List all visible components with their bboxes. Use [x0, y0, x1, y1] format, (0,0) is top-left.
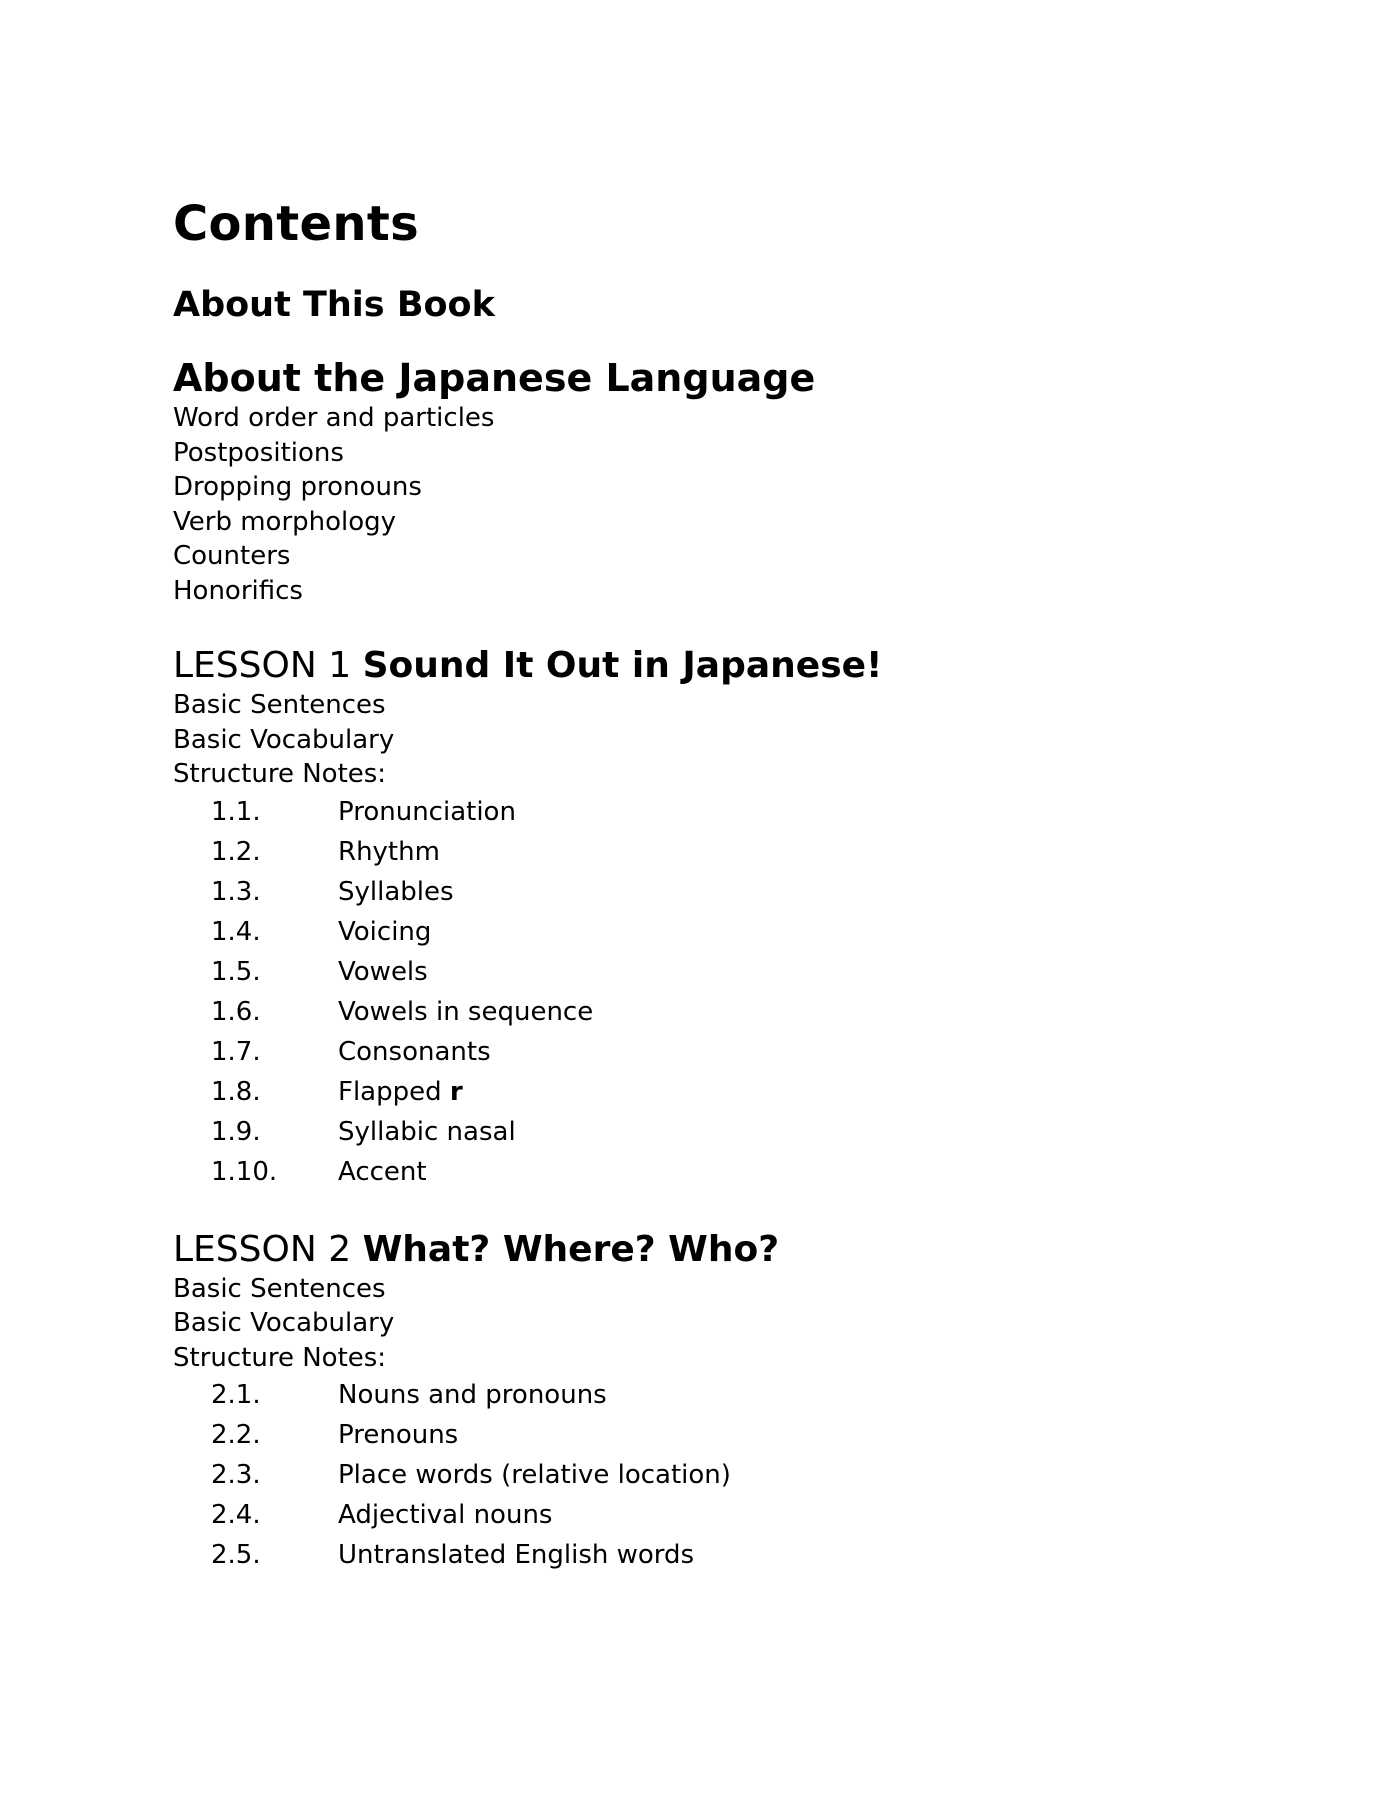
note-text: Adjectival nouns	[338, 1500, 553, 1531]
note-number: 1.3.	[211, 876, 261, 907]
about-language-heading: About the Japanese Language	[173, 355, 816, 400]
spacer	[173, 608, 1273, 644]
structure-note	[173, 792, 1273, 832]
structure-note	[173, 1112, 1273, 1152]
toc-entry: Basic Vocabulary	[173, 1308, 395, 1339]
toc-entry: Basic Sentences	[173, 690, 386, 721]
toc-entry: Postpositions	[173, 437, 344, 468]
lesson-1-heading	[173, 644, 1273, 688]
note-number: 1.9.	[211, 1116, 261, 1147]
note-number: 1.7.	[211, 1036, 261, 1067]
toc-entry: Word order and particles	[173, 403, 495, 434]
note-number: 1.4.	[211, 916, 261, 947]
structure-note	[173, 1032, 1273, 1072]
lesson-2-prefix: LESSON 2	[173, 1228, 352, 1270]
note-number: 2.4.	[211, 1500, 261, 1531]
note-number: 1.5.	[211, 956, 261, 987]
lesson-2-title: What? Where? Who?	[362, 1228, 780, 1270]
toc-entry: Basic Sentences	[173, 1273, 386, 1304]
lesson-1-notes	[173, 792, 1273, 1192]
structure-note	[173, 1072, 1273, 1112]
about-book-heading: About This Book	[173, 284, 495, 325]
note-number: 1.10.	[211, 1156, 278, 1187]
toc-entry: Verb morphology	[173, 506, 397, 537]
note-text: Accent	[338, 1156, 427, 1187]
note-text: Syllabic nasal	[338, 1116, 516, 1147]
spacer	[173, 326, 1273, 356]
note-text: Place words (relative location)	[338, 1460, 731, 1491]
lesson-1-title: Sound It Out in Japanese!	[362, 645, 883, 687]
structure-note	[173, 1455, 1273, 1495]
note-number: 2.5.	[211, 1540, 261, 1571]
structure-note	[173, 1535, 1273, 1575]
note-text-main: Flapped	[338, 1076, 442, 1107]
note-text: Untranslated English words	[338, 1540, 695, 1571]
toc-entry: Dropping pronouns	[173, 472, 422, 503]
toc-entry: Counters	[173, 541, 291, 572]
note-text: Consonants	[338, 1036, 491, 1067]
lesson-2-heading	[173, 1228, 1273, 1272]
structure-note	[173, 1415, 1273, 1455]
note-text: Rhythm	[338, 836, 440, 867]
note-number: 2.3.	[211, 1460, 261, 1491]
note-text	[338, 1072, 463, 1112]
contents-page	[173, 196, 1273, 1575]
note-text: Prenouns	[338, 1420, 459, 1451]
toc-entry: Structure Notes:	[173, 1342, 387, 1373]
structure-note	[173, 872, 1273, 912]
note-text: Nouns and pronouns	[338, 1380, 607, 1411]
toc-entry: Structure Notes:	[173, 759, 387, 790]
note-text-bold: r	[449, 1076, 463, 1107]
note-number: 1.8.	[211, 1076, 261, 1107]
about-language-list	[173, 401, 1273, 608]
toc-entry: Basic Vocabulary	[173, 724, 395, 755]
note-number: 2.2.	[211, 1420, 261, 1451]
toc-entry: Honorifics	[173, 575, 303, 606]
structure-note	[173, 832, 1273, 872]
structure-note	[173, 1152, 1273, 1192]
structure-note	[173, 992, 1273, 1032]
note-text: Pronunciation	[338, 796, 516, 827]
structure-note	[173, 1495, 1273, 1535]
spacer	[173, 1192, 1273, 1228]
note-number: 2.1.	[211, 1380, 261, 1411]
page-title: Contents	[173, 196, 419, 252]
note-number: 1.6.	[211, 996, 261, 1027]
note-text: Syllables	[338, 876, 454, 907]
structure-note	[173, 952, 1273, 992]
note-text: Vowels	[338, 956, 428, 987]
note-number: 1.2.	[211, 836, 261, 867]
note-text: Vowels in sequence	[338, 996, 594, 1027]
structure-note	[173, 912, 1273, 952]
note-text: Voicing	[338, 916, 432, 947]
lesson-1-prefix: LESSON 1	[173, 645, 352, 687]
structure-note	[173, 1375, 1273, 1415]
note-number: 1.1.	[211, 796, 261, 827]
lesson-2-notes	[173, 1375, 1273, 1575]
